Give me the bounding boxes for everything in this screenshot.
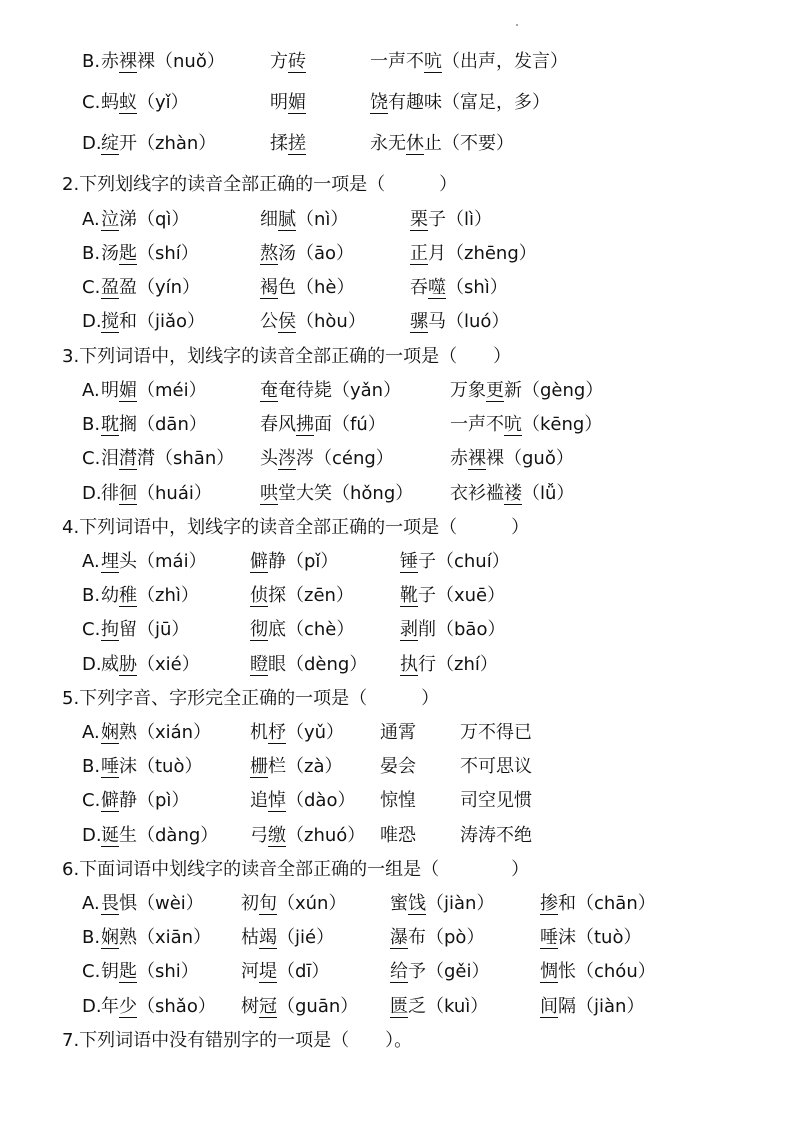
option-label: A. xyxy=(82,893,100,914)
word-2: 彻底（chè） xyxy=(250,619,355,640)
word-4: 掺和（chān） xyxy=(540,893,656,914)
option-label: C. xyxy=(82,448,101,469)
word-2: 栅栏（zà） xyxy=(250,756,343,777)
option-label: A. xyxy=(82,551,100,572)
option-label: A. xyxy=(82,209,100,230)
option-label: D. xyxy=(82,311,102,332)
word-1: 钥匙（shi） xyxy=(101,961,199,982)
word-2: 追悼（dào） xyxy=(250,790,356,811)
q3-stem: 3.下列词语中，划线字的读音全部正确的一项是（ ） xyxy=(62,346,512,367)
word-1: 唾沫（tuò） xyxy=(101,756,203,777)
option-label: D. xyxy=(82,654,102,675)
word-3: 骡马（luó） xyxy=(410,311,510,332)
option-label: C. xyxy=(82,92,101,113)
word-4: 间隔（jiàn） xyxy=(540,996,645,1017)
word-4: 涛涛不绝 xyxy=(460,825,532,846)
word-3: 万象更新（gèng） xyxy=(450,380,604,401)
word-3: 正月（zhēng） xyxy=(410,243,537,264)
word-2: 公侯（hòu） xyxy=(260,311,366,332)
word-1: 汤匙（shí） xyxy=(101,243,199,264)
word-2: 机杼（yǔ） xyxy=(250,722,345,743)
option-label: D. xyxy=(82,483,102,504)
word-3: 蜜饯（jiàn） xyxy=(390,893,495,914)
word-1: 盈盈（yín） xyxy=(101,277,201,298)
word-3: 吞噬（shì） xyxy=(410,277,508,298)
word-1: 僻静（pì） xyxy=(101,790,190,811)
word-3: 饶有趣味（富足，多） xyxy=(370,92,550,113)
word-4: 唾沫（tuò） xyxy=(540,927,642,948)
option-label: C. xyxy=(82,790,101,811)
word-2: 哄堂大笑（hǒng） xyxy=(260,483,414,504)
word-1: 绽开（zhàn） xyxy=(101,133,217,154)
word-3: 一声不吭（出声，发言） xyxy=(370,51,568,72)
option-label: D. xyxy=(82,996,102,1017)
word-3: 唯恐 xyxy=(380,825,416,846)
word-1: 泪潸潸（shān） xyxy=(101,448,235,469)
word-2: 弓缴（zhuó） xyxy=(250,825,366,846)
option-label: B. xyxy=(82,927,101,948)
word-1: 威胁（xié） xyxy=(101,654,200,675)
word-4: 司空见惯 xyxy=(460,790,532,811)
option-label: C. xyxy=(82,277,101,298)
word-4: 不可思议 xyxy=(460,756,532,777)
word-1: 赤裸裸（nuǒ） xyxy=(101,51,225,72)
option-label: B. xyxy=(82,585,101,606)
word-1: 蚂蚁（yǐ） xyxy=(101,92,189,113)
word-1: 幼稚（zhì） xyxy=(101,585,199,606)
word-1: 埋头（mái） xyxy=(101,551,207,572)
word-1: 畏惧（wèi） xyxy=(101,893,204,914)
q2-stem: 2.下列划线字的读音全部正确的一项是（ ） xyxy=(62,174,458,195)
word-2: 揉搓 xyxy=(270,133,306,154)
option-label: B. xyxy=(82,51,101,72)
scan-speck xyxy=(516,24,518,26)
q6-stem: 6.下面词语中划线字的读音全部正确的一组是（ ） xyxy=(62,859,530,880)
option-label: A. xyxy=(82,380,100,401)
word-2: 方砖 xyxy=(270,51,306,72)
word-1: 徘徊（huái） xyxy=(101,483,212,504)
word-2: 瞪眼（dèng） xyxy=(250,654,368,675)
word-3: 通霄 xyxy=(380,722,416,743)
word-2: 春风拂面（fú） xyxy=(260,414,386,435)
word-3: 赤裸裸（guǒ） xyxy=(450,448,574,469)
word-2: 枯竭（jié） xyxy=(241,927,335,948)
q7-stem: 7.下列词语中没有错别字的一项是（ ）。 xyxy=(62,1030,413,1051)
word-2: 褐色（hè） xyxy=(260,277,355,298)
option-label: C. xyxy=(82,961,101,982)
option-label: B. xyxy=(82,243,101,264)
word-3: 惊惶 xyxy=(380,790,416,811)
word-3: 晏会 xyxy=(380,756,416,777)
word-2: 细腻（nì） xyxy=(260,209,349,230)
word-3: 剥削（bāo） xyxy=(400,619,506,640)
word-1: 年少（shǎo） xyxy=(101,996,216,1017)
word-2: 侦探（zēn） xyxy=(250,585,354,606)
q5-stem: 5.下列字音、字形完全正确的一项是（ ） xyxy=(62,688,440,709)
word-1: 娴熟（xiān） xyxy=(101,927,212,948)
word-1: 明媚（méi） xyxy=(101,380,207,401)
word-2: 奄奄待毙（yǎn） xyxy=(260,380,402,401)
word-2: 树冠（guān） xyxy=(241,996,359,1017)
word-3: 瀑布（pò） xyxy=(390,927,485,948)
word-2: 河堤（dī） xyxy=(241,961,330,982)
word-3: 靴子（xuē） xyxy=(400,585,506,606)
word-4: 万不得已 xyxy=(460,722,532,743)
word-3: 执行（zhí） xyxy=(400,654,498,675)
word-3: 栗子（lì） xyxy=(410,209,493,230)
option-label: A. xyxy=(82,722,100,743)
option-label: C. xyxy=(82,619,101,640)
word-1: 耽搁（dān） xyxy=(101,414,207,435)
word-1: 娴熟（xián） xyxy=(101,722,212,743)
word-2: 熬汤（āo） xyxy=(260,243,355,264)
word-3: 锤子（chuí） xyxy=(400,551,510,572)
word-3: 一声不吭（kēng） xyxy=(450,414,603,435)
option-label: D. xyxy=(82,825,102,846)
word-1: 搅和（jiǎo） xyxy=(101,311,206,332)
word-2: 初旬（xún） xyxy=(241,893,347,914)
word-1: 拘留（jū） xyxy=(101,619,190,640)
word-3: 匮乏（kuì） xyxy=(390,996,489,1017)
word-1: 泣涕（qì） xyxy=(101,209,190,230)
word-3: 永无休止（不要） xyxy=(370,133,514,154)
word-4: 惆怅（chóu） xyxy=(540,961,656,982)
option-label: D. xyxy=(82,133,102,154)
word-2: 僻静（pǐ） xyxy=(250,551,339,572)
word-2: 头涔涔（céng） xyxy=(260,448,394,469)
option-label: B. xyxy=(82,756,101,777)
word-1: 诞生（dàng） xyxy=(101,825,219,846)
word-3: 衣衫褴褛（lǚ） xyxy=(450,483,575,504)
option-label: B. xyxy=(82,414,101,435)
word-2: 明媚 xyxy=(270,92,306,113)
q4-stem: 4.下列词语中，划线字的读音全部正确的一项是（ ） xyxy=(62,517,530,538)
word-3: 给予（gěi） xyxy=(390,961,490,982)
